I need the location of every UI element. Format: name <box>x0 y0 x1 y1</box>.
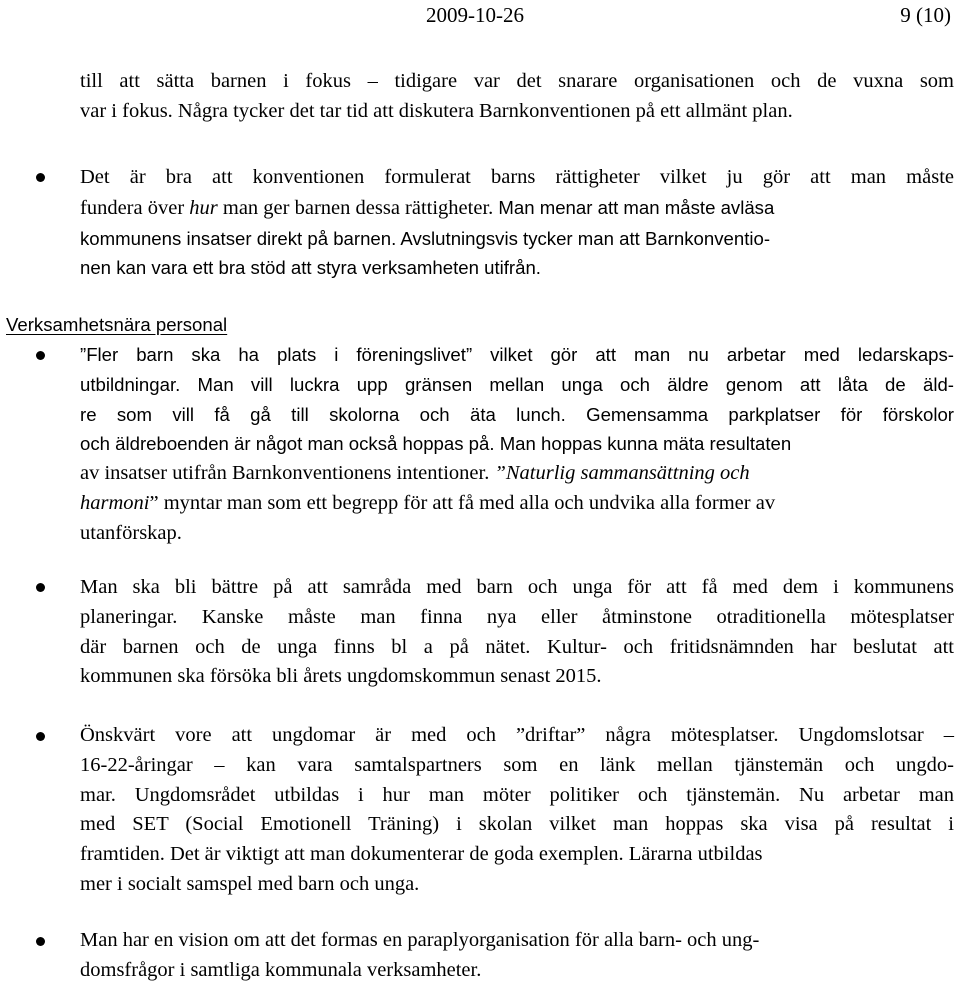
paragraph-line: Man har en vision om att det formas en paraplyorganisation för alla barn- och ung- <box>80 929 760 951</box>
paragraph-line: kommunen ska försöka bli årets ungdomskommun senast 2015. <box>80 665 602 688</box>
paragraph-line: till att sätta barnen i fokus – tidigare var det snarare organisationen och de vuxna som <box>80 70 954 92</box>
bullet-icon <box>36 937 45 946</box>
bullet-icon <box>36 583 45 592</box>
bullet-icon <box>36 173 45 182</box>
paragraph-line: 16-22-åringar – kan vara samtalspartners som en länk mellan tjänstemän och ungdo- <box>80 753 954 776</box>
bullet-item-samrada <box>80 573 954 692</box>
paragraph-line: domsfrågor i samtliga kommunala verksamheter. <box>80 958 482 981</box>
continuation-paragraph <box>80 67 954 127</box>
text-run: man ger barnen dessa rättigheter. <box>217 196 499 219</box>
paragraph-line: kommunens insatser direkt på barnen. Avslutningsvis tycker man att Barnkonventio- <box>80 227 771 249</box>
paragraph-line: var i fokus. Några tycker det tar tid att diskutera Barnkonventionen på ett allmänt plan. <box>80 99 793 122</box>
paragraph-line: Man ska bli bättre på att samråda med barn och unga för att få med dem i kommunens <box>80 576 954 598</box>
bullet-item-foreningsliv <box>80 340 954 549</box>
paragraph-line: där barnen och de unga finns bl a på nätet. Kultur- och fritidsnämnden har beslutat att <box>80 635 954 658</box>
paragraph-line: med SET (Social Emotionell Träning) i skolan vilket man hoppas ska visa på resultat i <box>80 813 954 836</box>
header-page-number: 9 (10) <box>900 3 951 27</box>
paragraph-line <box>80 489 954 519</box>
section-heading: Verksamhetsnära personal <box>6 314 228 335</box>
paragraph-line: och äldreboenden är något man också hoppas på. Man hoppas kunna mäta resultaten <box>80 433 792 455</box>
text-run: fundera över <box>80 196 190 219</box>
paragraph-line: utanförskap. <box>80 521 182 544</box>
paragraph-line: mer i socialt samspel med barn och unga. <box>80 872 420 895</box>
paragraph-line <box>80 459 954 489</box>
paragraph-line: utbildningar. Man vill luckra upp gränsen mellan unga och äldre genom att låta de äld- <box>80 373 954 395</box>
text-run: av insatser utifrån Barnkonventionens intentioner. <box>80 462 495 485</box>
paragraph-line: re som vill få gå till skolorna och äta lunch. Gemensamma parkplatser för förskolor <box>80 403 954 425</box>
bullet-item-konventionen <box>80 163 954 283</box>
emphasis-text: harmoni <box>80 491 150 514</box>
paragraph-line: planeringar. Kanske måste man finna nya eller åtminstone otraditionella mötesplatser <box>80 605 954 628</box>
page-header <box>0 0 960 30</box>
paragraph-line: mar. Ungdomsrådet utbildas i hur man möter politiker och tjänstemän. Nu arbetar man <box>80 783 954 806</box>
text-run: ” myntar man som ett begrepp för att få med alla och undvika alla former av <box>149 491 776 514</box>
bullet-item-ungdomar <box>80 721 954 900</box>
text-run: Man menar att man måste avläsa <box>498 196 775 218</box>
bullet-item-paraplyorganisation <box>80 926 954 986</box>
emphasis-text: hur <box>189 196 218 219</box>
paragraph-line <box>80 193 954 224</box>
emphasis-text: ”Naturlig sammansättning och <box>494 462 750 485</box>
paragraph-line: framtiden. Det är viktigt att man dokumenterar de goda exemplen. Lärarna utbildas <box>80 843 763 866</box>
bullet-icon <box>36 732 45 741</box>
header-date: 2009-10-26 <box>426 3 524 27</box>
bullet-icon <box>36 351 45 360</box>
paragraph-line: nen kan vara ett bra stöd att styra verksamheten utifrån. <box>80 257 541 279</box>
paragraph-line: ”Fler barn ska ha plats i föreningslivet” vilket gör att man nu arbetar med ledarskaps- <box>80 344 954 365</box>
paragraph-line: Önskvärt vore att ungdomar är med och ”driftar” några mötesplatser. Ungdomslotsar – <box>80 724 954 746</box>
paragraph-line: Det är bra att konventionen formulerat barns rättigheter vilket ju gör att man måste <box>80 166 954 188</box>
